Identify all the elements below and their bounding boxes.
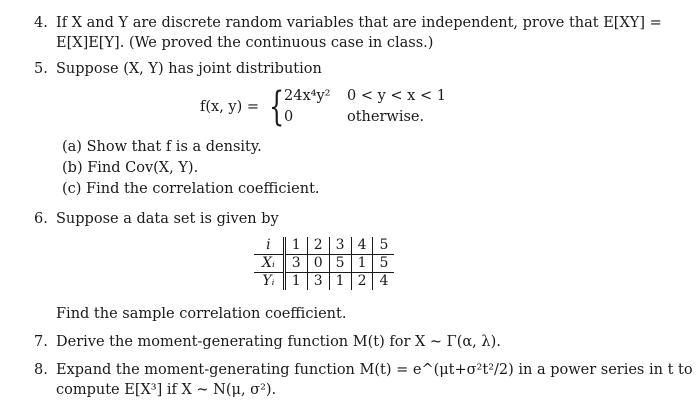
problem-7-text: Derive the moment-generating function M(t) for X ~ Γ(α, λ).	[56, 334, 501, 350]
table-cell: 5	[373, 255, 394, 273]
problem-8-line-1: Expand the moment-generating function M(t) = e^(μt+σ²t²/2) in a power series in t to	[56, 362, 693, 378]
table-row	[254, 237, 394, 255]
row-label: Yᵢ	[254, 273, 284, 291]
problem-7-number: 7.	[34, 334, 48, 350]
row-label: i	[254, 237, 284, 255]
row-label: Xᵢ	[254, 255, 284, 273]
case-1-condition: 0 < y < x < 1	[347, 88, 446, 104]
problem-5-number: 5.	[34, 61, 48, 77]
table-cell: 1	[329, 273, 351, 291]
table-cell: 5	[373, 237, 394, 255]
table-cell: 4	[351, 237, 373, 255]
table-cell: 5	[329, 255, 351, 273]
table-cell: 3	[284, 255, 307, 273]
table-cell: 1	[351, 255, 373, 273]
case-2-expression: 0	[284, 109, 294, 125]
problem-6-number: 6.	[34, 211, 48, 227]
case-1-expression: 24x⁴y²	[284, 88, 331, 104]
table-cell: 4	[373, 273, 394, 291]
table-cell: 3	[307, 273, 329, 291]
data-table	[254, 237, 394, 290]
density-lhs: f(x, y) =	[200, 99, 260, 115]
left-brace: {	[269, 84, 285, 130]
problem-8-line-2: compute E[X³] if X ~ N(μ, σ²).	[56, 382, 277, 398]
problem-4-line-1: If X and Y are discrete random variables that are independent, prove that E[XY] =	[56, 15, 662, 31]
problem-6-question: Find the sample correlation coefficient.	[56, 306, 347, 322]
problem-5-part-b: (b) Find Cov(X, Y).	[62, 160, 199, 176]
problem-5-part-a: (a) Show that f is a density.	[62, 139, 262, 155]
problem-5-intro: Suppose (X, Y) has joint distribution	[56, 61, 322, 77]
table-cell: 3	[329, 237, 351, 255]
table-cell: 1	[284, 237, 307, 255]
problem-4-line-2: E[X]E[Y]. (We proved the continuous case in class.)	[56, 35, 434, 51]
table-cell: 0	[307, 255, 329, 273]
problem-6-intro: Suppose a data set is given by	[56, 211, 279, 227]
case-2-condition: otherwise.	[347, 109, 425, 125]
table-row	[254, 273, 394, 291]
table-row	[254, 255, 394, 273]
problem-5-part-c: (c) Find the correlation coefficient.	[62, 181, 320, 197]
table-cell: 2	[307, 237, 329, 255]
table-cell: 2	[351, 273, 373, 291]
problem-4-number: 4.	[34, 15, 48, 31]
problem-8-number: 8.	[34, 362, 48, 378]
table-cell: 1	[284, 273, 307, 291]
